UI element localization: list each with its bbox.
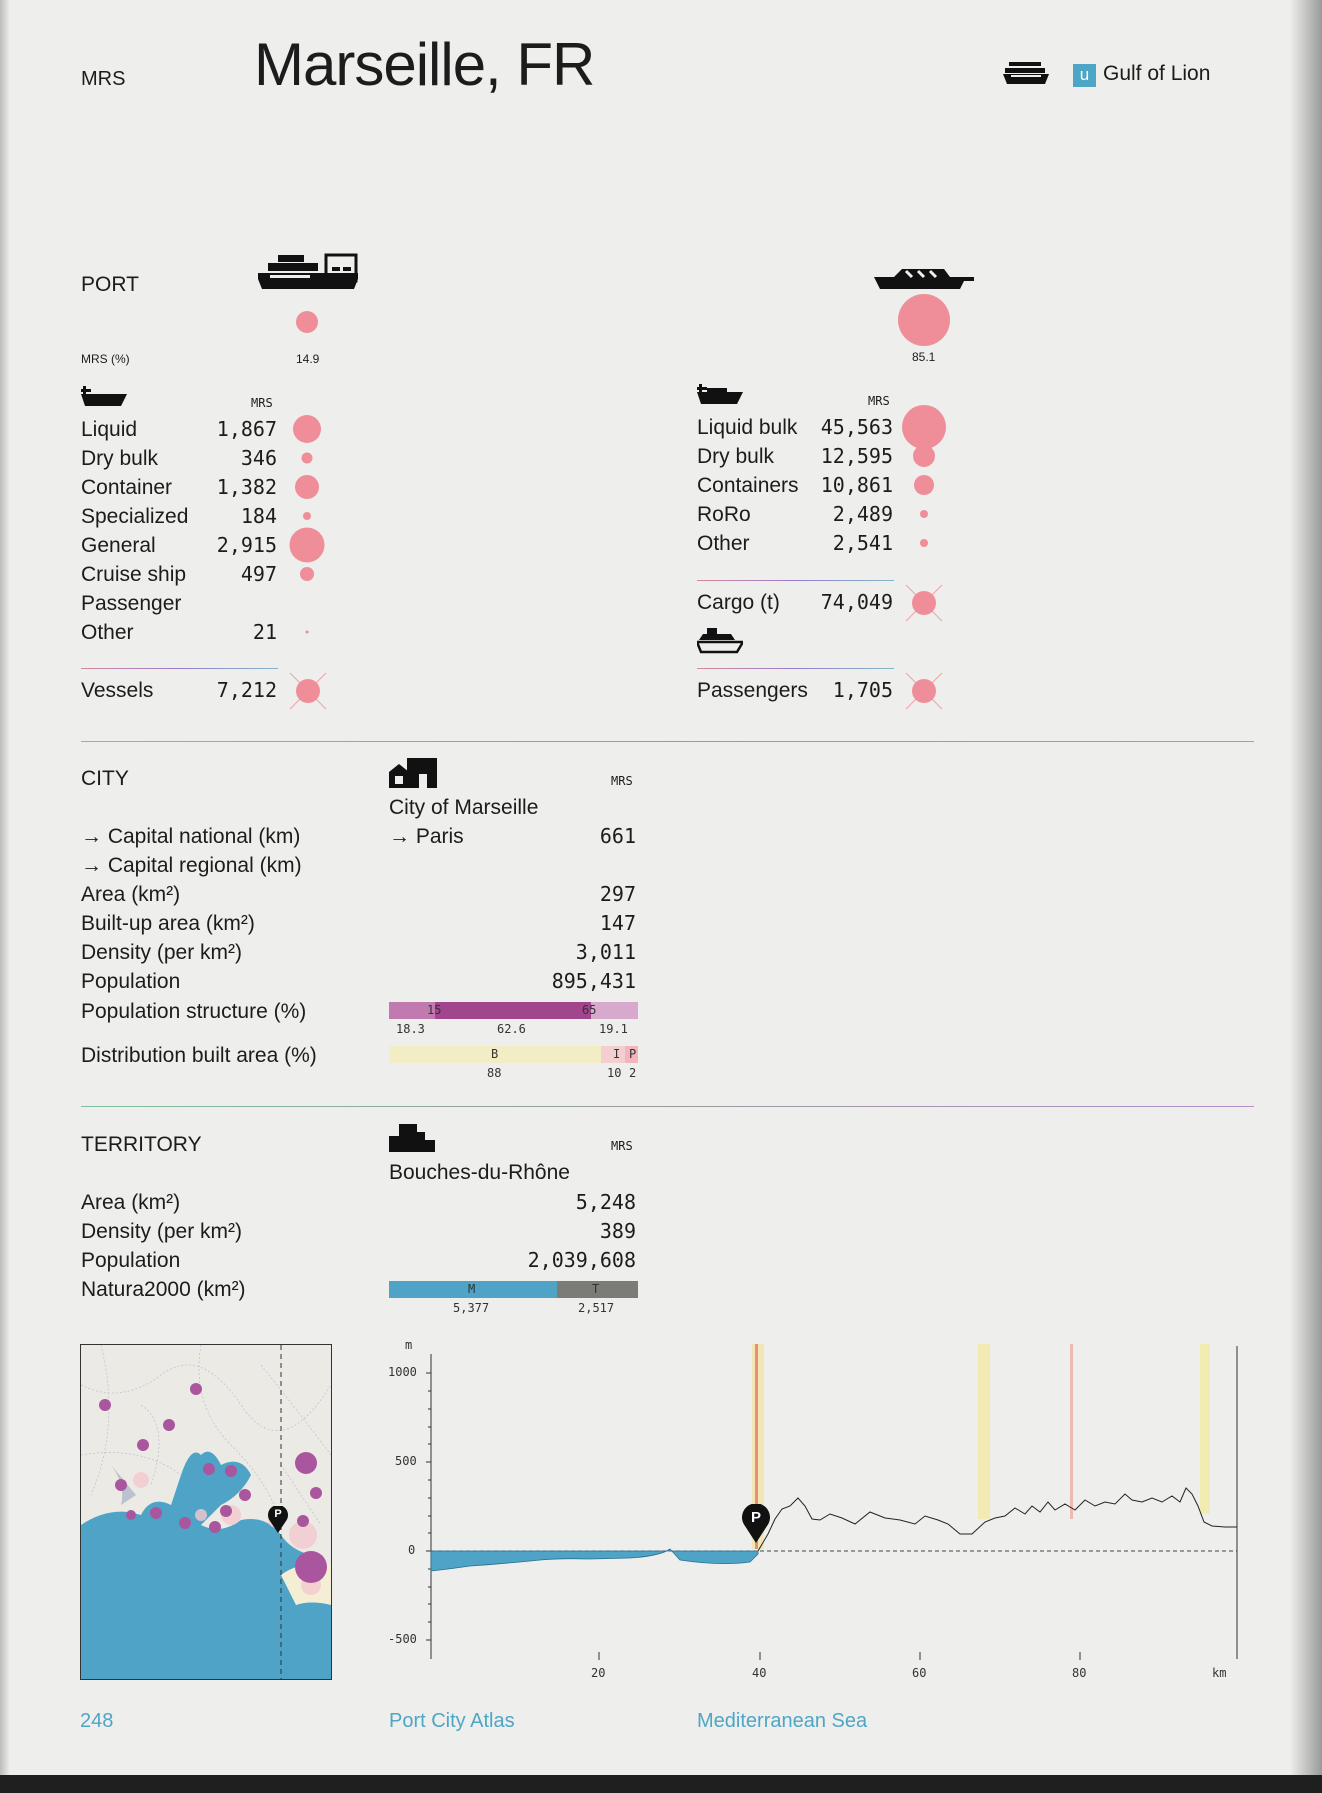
cargo-label: Other xyxy=(697,532,750,555)
natura-seg-label: T xyxy=(592,1282,600,1296)
city-capital-ref: → Paris xyxy=(389,825,464,848)
city-name: City of Marseille xyxy=(389,796,539,819)
vessel-value: 1,867 xyxy=(216,417,277,441)
city-value: 895,431 xyxy=(551,969,636,993)
natura-value: 5,377 xyxy=(453,1301,490,1315)
built-seg-label: P xyxy=(629,1047,637,1061)
profile-x-unit: km xyxy=(1212,1666,1227,1680)
vessels-total-line xyxy=(81,668,278,669)
elevation-profile xyxy=(380,1334,1250,1684)
passengers-total-line xyxy=(697,668,894,669)
profile-y-unit: m xyxy=(405,1338,413,1352)
cargo-total-line xyxy=(697,580,894,581)
profile-y-tick: 1000 xyxy=(388,1365,417,1379)
territory-label: Density (per km²) xyxy=(81,1220,243,1243)
sea-area-icon: u xyxy=(1073,64,1096,87)
share-label: MRS (%) xyxy=(81,352,130,366)
territory-label: Area (km²) xyxy=(81,1191,181,1214)
city-label: Density (per km²) xyxy=(81,941,243,964)
profile-x-tick: 40 xyxy=(752,1666,767,1680)
page-title: Marseille, FR xyxy=(254,31,595,98)
cargo-share-dot xyxy=(898,294,950,346)
profile-x-tick: 80 xyxy=(1072,1666,1087,1680)
vessels-total-dot xyxy=(288,671,328,716)
sea-area-name: Gulf of Lion xyxy=(1103,62,1211,85)
pop-value: 19.1 xyxy=(599,1022,628,1036)
cargo-dot xyxy=(920,539,928,547)
pop-value: 18.3 xyxy=(396,1022,425,1036)
cargo-total-value: 74,049 xyxy=(820,590,893,614)
city-value: 3,011 xyxy=(575,940,636,964)
passengers-total-value: 1,705 xyxy=(832,678,893,702)
city-col-header: MRS xyxy=(611,774,633,788)
vessel-value: 2,915 xyxy=(216,533,277,557)
port-code: MRS xyxy=(81,68,126,90)
profile-y-tick: 500 xyxy=(395,1454,417,1468)
vessel-value: 21 xyxy=(252,620,277,644)
ferry-icon xyxy=(697,628,743,659)
cargo-value: 2,489 xyxy=(832,502,893,526)
map-port-marker xyxy=(268,1506,288,1534)
natura-value: 2,517 xyxy=(578,1301,615,1315)
vessel-label: General xyxy=(81,534,156,557)
vessel-dot xyxy=(293,415,321,443)
city-label: Area (km²) xyxy=(81,883,181,906)
profile-x-tick: 20 xyxy=(591,1666,606,1680)
vessel-dot xyxy=(295,475,319,499)
page-left-edge xyxy=(0,0,10,1793)
built-seg-label: B xyxy=(491,1047,499,1061)
book-title: Port City Atlas xyxy=(389,1710,515,1732)
built-seg-label: I xyxy=(613,1047,621,1061)
profile-y-tick: 0 xyxy=(408,1543,416,1557)
territory-value: 389 xyxy=(599,1219,636,1243)
profile-x-tick: 60 xyxy=(912,1666,927,1680)
vessel-value: 346 xyxy=(240,446,277,470)
pop-seg-label: 15 xyxy=(427,1003,442,1017)
cargo-col-header: MRS xyxy=(868,394,890,408)
vessel-dot xyxy=(290,528,325,563)
vessels-col-header: MRS xyxy=(251,396,273,410)
city-label: Distribution built area (%) xyxy=(81,1044,317,1067)
passengers-total-dot xyxy=(904,671,944,716)
vessels-total-value: 7,212 xyxy=(216,678,277,702)
cargo-ship-icon xyxy=(1003,62,1049,91)
city-label: Population xyxy=(81,970,181,993)
territory-label: Natura2000 (km²) xyxy=(81,1278,246,1301)
city-section-label: CITY xyxy=(81,767,129,790)
city-buildings-icon xyxy=(389,758,437,793)
vessel-share-value: 14.9 xyxy=(296,352,320,366)
cargo-dot xyxy=(920,510,928,518)
cargo-value: 2,541 xyxy=(832,531,893,555)
built-value: 88 xyxy=(487,1066,502,1080)
territory-name: Bouches-du-Rhône xyxy=(389,1161,570,1184)
vessel-label: Dry bulk xyxy=(81,447,159,470)
cargo-label: Dry bulk xyxy=(697,445,775,468)
vessel-label: Specialized xyxy=(81,505,189,528)
page-number: 248 xyxy=(80,1710,114,1732)
territory-value: 2,039,608 xyxy=(527,1248,636,1272)
pop-value: 62.6 xyxy=(497,1022,526,1036)
territory-icon xyxy=(389,1124,437,1157)
vessel-value: 184 xyxy=(240,504,277,528)
pop-seg-label: 65 xyxy=(582,1003,597,1017)
divider-city-territory xyxy=(81,1106,1254,1107)
divider-port-city xyxy=(81,741,1254,742)
vessel-label: Liquid xyxy=(81,418,138,441)
profile-port-marker xyxy=(742,1504,770,1544)
city-value: 661 xyxy=(599,824,636,848)
cargo-total-dot xyxy=(904,583,944,628)
cargo-dot xyxy=(913,445,935,467)
pop-seg-adult xyxy=(435,1002,591,1019)
vessel-small-icon xyxy=(81,386,127,413)
vessels-total-label: Vessels xyxy=(81,679,154,702)
vessel-label: Cruise ship xyxy=(81,563,187,586)
territory-label: Population xyxy=(81,1249,181,1272)
vessel-value: 497 xyxy=(240,562,277,586)
cargo-label: Containers xyxy=(697,474,799,497)
cargo-small-icon xyxy=(697,384,743,411)
cargo-value: 12,595 xyxy=(820,444,893,468)
city-label: Built-up area (km²) xyxy=(81,912,255,935)
vessel-label: Other xyxy=(81,621,134,644)
vessel-label: Passenger xyxy=(81,592,182,615)
pop-seg-senior xyxy=(591,1002,638,1019)
vessel-label: Container xyxy=(81,476,173,499)
profile-port-marker-label: P xyxy=(750,1509,761,1526)
territory-col-header: MRS xyxy=(611,1139,633,1153)
page-bottom-edge xyxy=(0,1775,1322,1793)
vessel-dot xyxy=(302,453,313,464)
port-section-label: PORT xyxy=(81,273,139,296)
city-label: Population structure (%) xyxy=(81,1000,307,1023)
vessel-dot xyxy=(300,567,314,581)
city-label: → Capital national (km) xyxy=(81,825,301,848)
territory-value: 5,248 xyxy=(575,1190,636,1214)
cargo-value: 45,563 xyxy=(820,415,893,439)
natura-seg-label: M xyxy=(468,1282,476,1296)
sea-region: Mediterranean Sea xyxy=(697,1710,868,1732)
city-value: 297 xyxy=(599,882,636,906)
cargo-share-value: 85.1 xyxy=(912,350,936,364)
passengers-total-label: Passengers xyxy=(697,679,808,702)
built-value: 2 xyxy=(629,1066,637,1080)
profile-y-tick: -500 xyxy=(388,1632,417,1646)
vessel-share-dot xyxy=(296,311,318,333)
cargo-dot xyxy=(914,475,934,495)
container-ship-icon xyxy=(258,253,358,298)
tanker-ship-icon xyxy=(874,265,974,296)
vessel-dot xyxy=(303,512,311,520)
cargo-label: RoRo xyxy=(697,503,751,526)
vessel-dot xyxy=(306,631,309,634)
cargo-total-label: Cargo (t) xyxy=(697,591,780,614)
region-map xyxy=(80,1344,332,1680)
cargo-value: 10,861 xyxy=(820,473,893,497)
city-label: → Capital regional (km) xyxy=(81,854,302,877)
cargo-dot xyxy=(902,405,946,449)
page-right-edge xyxy=(1290,0,1322,1793)
territory-section-label: TERRITORY xyxy=(81,1133,202,1156)
map-port-marker-label: P xyxy=(274,1508,282,1520)
built-value: 10 xyxy=(607,1066,622,1080)
city-value: 147 xyxy=(599,911,636,935)
cargo-label: Liquid bulk xyxy=(697,416,798,439)
vessel-value: 1,382 xyxy=(216,475,277,499)
